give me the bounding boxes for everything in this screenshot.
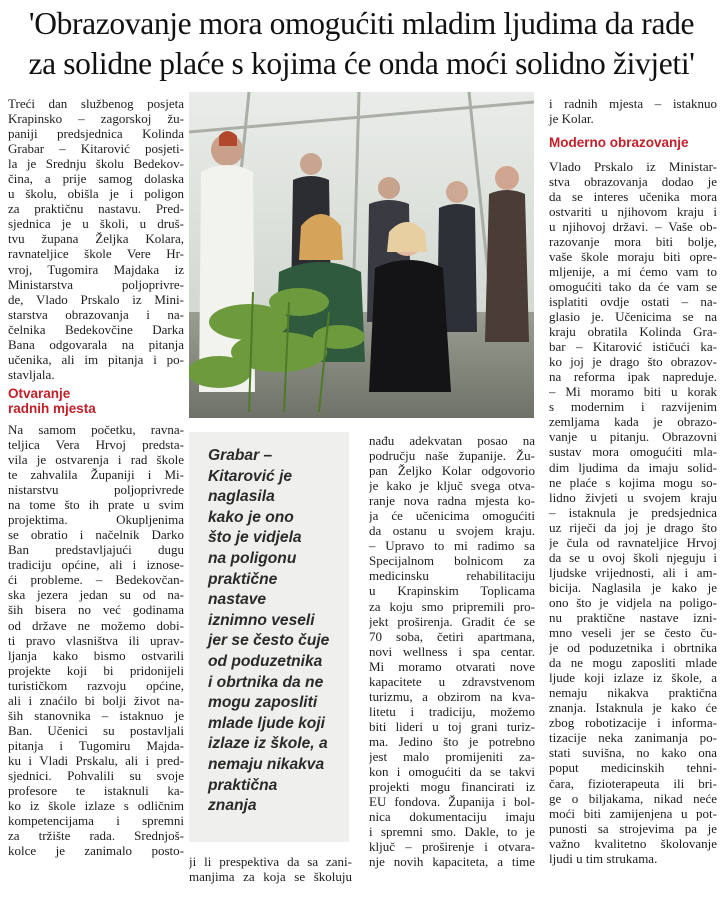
text-line: teljica Vera Hrvoj predsta- [8,436,184,452]
text-line: razovanje mora biti bolje, [549,233,717,249]
quote-line: praktična [208,776,278,794]
subheading-otvaranje [8,386,184,417]
text-line: i radnih mjesta – istaknuo [549,96,717,111]
text-line: – Mi moramo biti u korak [549,384,717,400]
text-line: s modernim i razvijenim [549,399,717,415]
text-line: projekti mogu financirati iz [369,779,535,795]
text-line: Mi moramo otvarati nove [369,658,535,674]
text-line: Grabar – Kitarović posjeti- [8,141,184,157]
text-line: nemaju nikakva praktična [549,685,717,701]
column-3 [369,433,535,869]
text-line: Krapinsko – zagorskoj žu- [8,111,184,127]
quote-line: praktične [208,570,278,588]
text-line: mljenije, a mi ćemo vam to [549,263,717,279]
text-line: se obratio i načelnik Darko [8,527,184,543]
text-line: da ostanu u svojem kraju. [369,523,535,539]
text-line: pitanja i Tugomiru Majda- [8,737,184,753]
quote-line: Kitarović je [208,467,293,485]
text-line: Ban. Učenici su postavljali [8,722,184,738]
headline-line-1: 'Obrazovanje mora omogućiti mladim ljudima da rade [28,6,695,41]
text-line: učenika, ali im pitanja i po- [8,351,184,367]
subheading-line: radnih mjesta [8,401,96,417]
text-line: ših stanovnika – istaknuo je [8,707,184,723]
text-line: nica dokumentaciju imaju [369,809,535,825]
text-line: ći probleme. – Bedekovčan- [8,572,184,588]
text-line: nje novih kapaciteta, a time [369,854,535,870]
text-line: na reforma ipak napreduje. [549,369,717,385]
text-line: zemljama kada je obrazo- [549,414,717,430]
text-line: nađu adekvatan posao na [369,433,535,448]
text-line: da se interes učenika mora [549,188,717,204]
text-line: te zahvalila Županiji i Mi- [8,467,184,483]
quote-line: nastave [208,591,267,609]
text-line: sustav mora omogućiti mla- [549,444,717,460]
text-line: tizacije neka zanimanja po- [549,730,717,746]
text-line: 70 soba, četiri apartmana, [369,628,535,644]
text-line: ja će učenicima omogućiti [369,508,535,524]
greenhouse-photo [189,92,534,418]
text-line: punosti sa strojevima pa je [549,820,717,836]
quote-line: od poduzetnika [208,652,323,670]
quote-line: što je vidjela [208,529,302,547]
headline-line-2: za solidne plaće s kojima će onda moći solidno živjeti' [28,46,695,81]
text-line: ji li prespektiva da sa zani- [189,854,352,869]
text-line: ljude koji izlaze iz škole, a [549,670,717,686]
text-line: mno veseli jer se često ču- [549,625,717,641]
text-line: omogućiti tako da će vam se [549,278,717,294]
text-line: ljudske vrijednosti, ali i am- [549,564,717,580]
text-line: Bana odgovarala na pitanja [8,336,184,352]
text-line: de, Vlado Prskalo iz Mini- [8,291,184,307]
text-line: ska jezera jedan su od na- [8,587,184,603]
text-line: isplatiti ovdje ostati – na- [549,294,717,310]
text-line: je Kolar. [549,111,594,127]
text-line: Treći dan službenog posjeta [8,96,184,111]
text-line: ključ – proširenje i otvara- [369,839,535,855]
column-4 [549,96,717,866]
text-line: ranje nova radna mjesta ko- [369,493,535,509]
text-line: ti pravo vlasništva ili uprav- [8,632,184,648]
text-line: nistarstvu poljoprivrede [8,482,184,498]
text-line: i spremni smo. Dakle, to je [369,824,535,840]
text-line: ostvariti u njihovom kraju i [549,203,717,219]
text-line: zbog robotizacije i informa- [549,715,717,731]
quote-line: mogu zaposliti [208,694,318,712]
article-photo [189,92,534,418]
text-line: ljanja kako bismo ostvarili [8,647,184,663]
text-line: za koju smo pripremili pro- [369,598,535,614]
text-line: Ministarstva poljoprivre- [8,276,184,292]
text-line: kapacitete u zdravstvenom [369,673,535,689]
text-line: ne plaće s kojima mogu so- [549,474,717,490]
text-line: projekte koji bi pridonijeli [8,662,184,678]
column-4-top [549,96,717,126]
text-line: znanja. Istaknula je kako će [549,700,717,716]
text-line: kraju obratila Kolinda Gra- [549,324,717,340]
text-line: u školu, obišla je i poligon [8,186,184,202]
text-line: vaše škole moraju biti opre- [549,248,717,264]
text-line: sjednica je u školi, u druš- [8,216,184,232]
column-1-body [8,422,184,858]
text-line: na tome što ih prate u svim [8,497,184,513]
text-line: sjednici. Pohvalili su svoje [8,767,184,783]
text-line: projektima. Okupljenima [8,512,184,528]
text-line: je od poduzetnika i obrtnika [549,640,717,656]
text-line: manjima za koja se školuju [189,869,352,885]
text-line: bar – Kitarović ističući ka- [549,339,717,355]
headline [6,4,717,90]
text-line: da ne mogu zaposliti mlade [549,655,717,671]
quote-line: nemaju nikakva [208,755,325,773]
text-line: ali i znaćilo bi bolji život na- [8,692,184,708]
text-line: ku i Vladi Prskalu, ali i pred- [8,752,184,768]
quote-line: znanja [208,797,257,815]
text-line: Na samom početku, ravna- [8,421,184,437]
text-line: tradiciju općine, ali i iznose- [8,557,184,573]
text-line: turističkom razvoju općine, [8,677,184,693]
quote-line: na poligonu [208,549,297,567]
text-line: – Upravo to mi radimo sa [369,538,535,554]
text-line: da se u ovoj školi njeguju i [549,549,717,565]
text-line: stavljala. [8,366,55,382]
text-line: vanje u pitanju. Obrazovni [549,429,717,445]
text-line: u Krapinskim Toplicama [369,583,535,599]
text-line: Vlado Prskalo iz Ministar- [549,158,717,174]
text-line: medicinsku rehabilitaciju [369,568,535,584]
quote-line: Grabar – [208,447,273,464]
quote-line: iznimno veseli [208,611,315,629]
text-line: za tržište rada. Srednjoš- [8,828,184,844]
quote-line: i obrtnika da ne [208,673,324,691]
text-line: je čula od ravnateljice Hrvoj [549,534,717,550]
text-line: za praktičnu nastavu. Pred- [8,201,184,217]
subheading-moderno-obrazovanje: Moderno obrazovanje [549,135,689,151]
text-line: ono što je vidjela na poligo- [549,594,717,610]
column-4-body [549,159,717,866]
text-line: čara, fizioterapeuta ili bri- [549,775,717,791]
text-line: jest malo promijeniti za- [369,748,535,764]
text-line: tvu župana Željka Kolara, [8,231,184,247]
text-line: kolce je zanimalo posto- [8,843,184,859]
text-line: profesore te istaknuli ka- [8,783,184,799]
column-2-continuation [189,854,352,884]
text-line: Specijalnom bolnicom za [369,553,535,569]
column-1 [8,96,184,858]
text-line: dim ljudima da imaju solid- [549,459,717,475]
text-line: jekt proširenja. Gradit će se [369,613,535,629]
text-line: paniji predsjednica Kolinda [8,126,184,142]
subheading-line: Otvaranje [8,385,71,401]
text-line: vroj, Tugomira Majdaka iz [8,261,184,277]
text-line: – istaknula je predsjednica [549,504,717,520]
text-line: važno kvalitetno školovanje [549,835,717,851]
text-line: novi wellness i spa centar. [369,643,535,659]
text-line: ko joj je drago što obrazov- [549,354,717,370]
text-line: pan Željko Kolar odgovorio [369,463,535,479]
text-line: litetu i tradiciju, možemo [369,703,535,719]
text-line: od države ne možemo dobi- [8,617,184,633]
text-line: je kako je ključ svega otva- [369,478,535,494]
text-line: biti lideri u toj grani turiz- [369,718,535,734]
text-line: u njihovoj državi. – Vaše ob- [549,218,717,234]
text-line: Ban predstavljajući dugu [8,542,184,558]
text-line: EU fondova. Županija i bol- [369,794,535,810]
text-line: kon i omogućiti da se takvi [369,764,535,780]
text-line: čina, a prije samog dolaska [8,171,184,187]
text-line: stva obrazovanja dodao je [549,173,717,189]
text-line: ših bisera no već godinama [8,602,184,618]
quote-line: kako je ono [208,508,294,526]
text-line: lidno živjeti u svojem kraju [549,489,717,505]
text-line: ma. Jedino što je potrebno [369,733,535,749]
text-line: moći biti zamijenjena u pot- [549,805,717,821]
text-line: uz riječi da joj je drago što [549,519,717,535]
quote-line: naglasila [208,488,275,506]
text-line: ko iz škole izlaze s odličnim [8,798,184,814]
intro-paragraph [8,96,184,382]
quote-line: izlaze iz škole, a [208,735,328,753]
text-line: turizmu, a obzirom na kva- [369,688,535,704]
text-line: starstva obrazovanja i na- [8,306,184,322]
text-line: stati suvišna, no kako ona [549,745,717,761]
text-line: ge o biljakama, nikad neće [549,790,717,806]
text-line: ravnateljice škole Vere Hr- [8,246,184,262]
text-line: čelnika Bedekovčine Darka [8,321,184,337]
quote-line: mladе ljude koji [208,714,325,732]
text-line: kompetencijama i spremni [8,813,184,829]
text-line: la je Srednju školu Bedekov- [8,156,184,172]
text-line: glasio je. Učenicima se na [549,309,717,325]
text-line: bicija. Naglasila je kako je [549,579,717,595]
text-line: poput medicinskih tehni- [549,760,717,776]
quote-line: jer se često čuje [208,632,330,650]
text-line: području naše županije. Žu- [369,448,535,464]
pull-quote [208,446,348,817]
text-line: vila je ostvarenja i rad škole [8,451,184,467]
text-line: nu praktične nastave izni- [549,610,717,625]
text-line: ljudi u tim strukama. [549,850,658,866]
